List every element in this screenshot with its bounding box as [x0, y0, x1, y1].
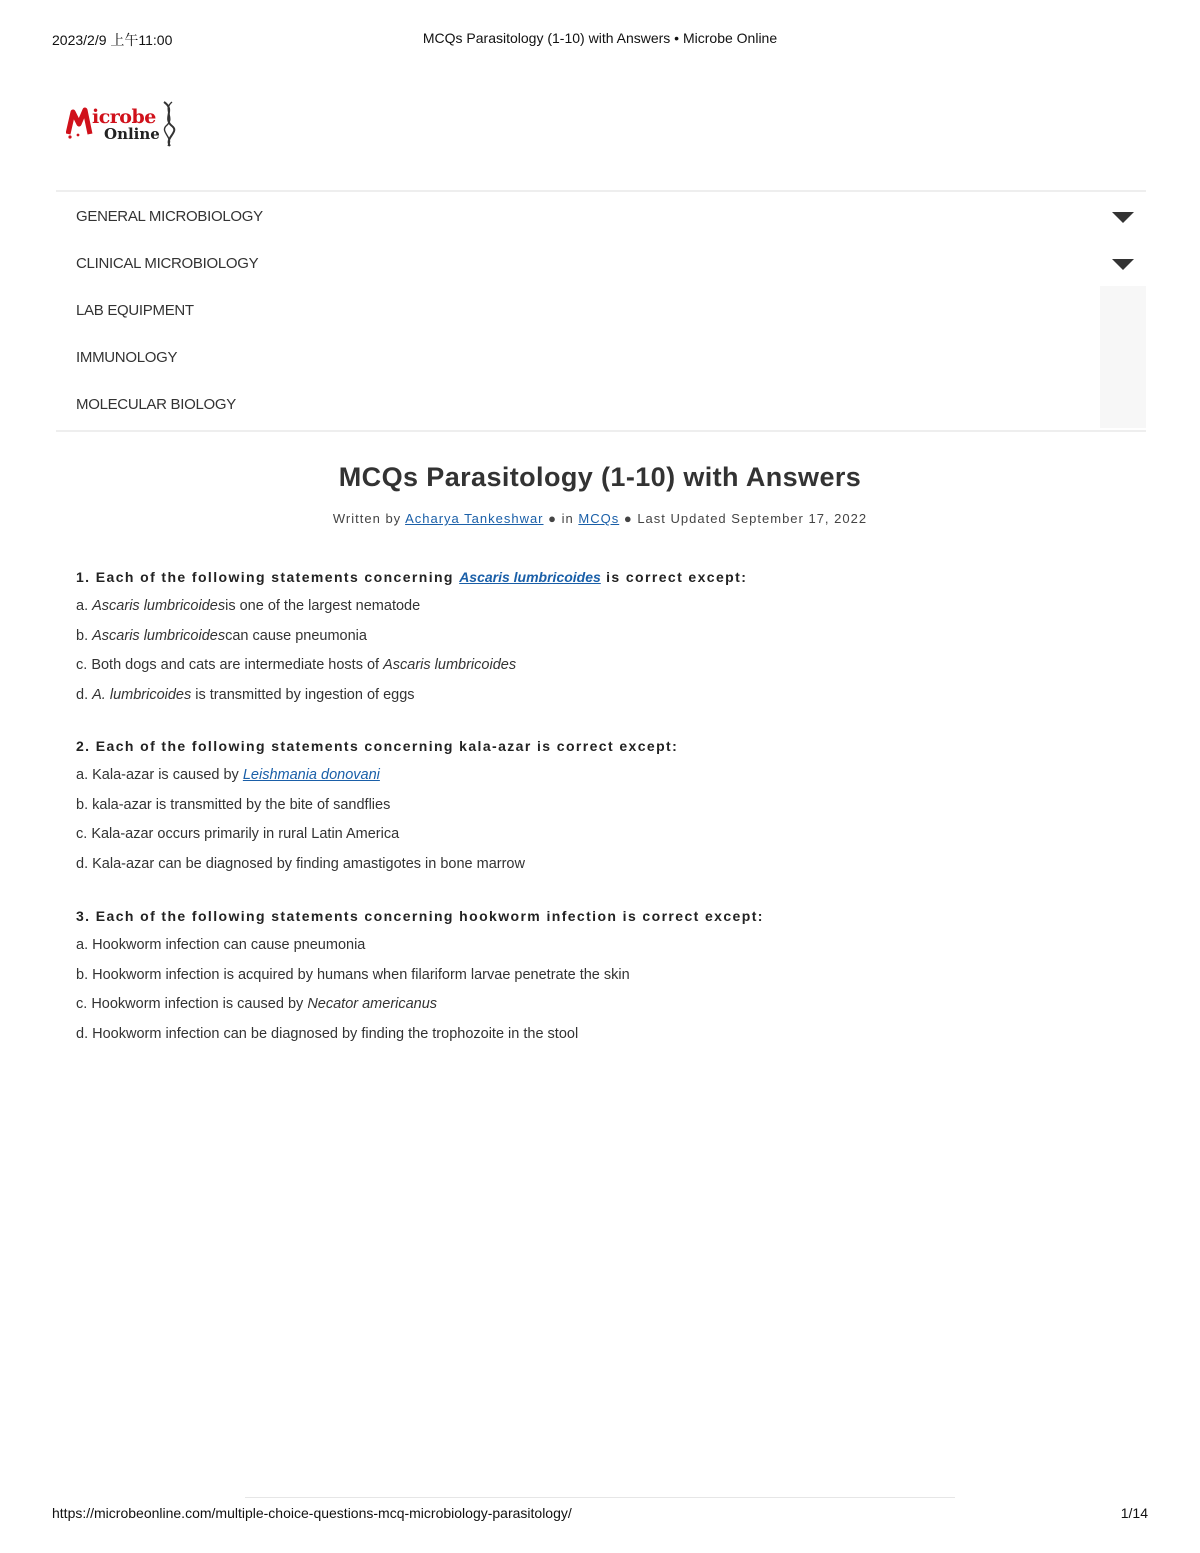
nav-item-general-microbiology[interactable]: GENERAL MICROBIOLOGY: [76, 208, 263, 225]
print-header: [52, 30, 1148, 50]
question-text: 2. Each of the following statements concerning kala-azar is correct except:: [76, 738, 679, 754]
leishmania-link[interactable]: Leishmania donovani: [242, 767, 380, 783]
byline-in: in: [561, 511, 574, 526]
logo-m-icon: [66, 104, 94, 140]
question-2: [76, 735, 1136, 883]
page-counter: 1/14: [1120, 1505, 1148, 1521]
page-title: MCQs Parasitology (1-10) with Answers: [338, 462, 862, 492]
option-b: b. Hookworm infection is acquired by humans when filariform larvae penetrate the skin: [76, 966, 630, 983]
author-link[interactable]: Acharya Tankeshwar: [405, 511, 544, 526]
option-b: b. kala-azar is transmitted by the bite of sandflies: [76, 796, 391, 813]
option-d: d. A. lumbricoides is transmitted by ingestion of eggs: [76, 686, 415, 703]
logo-word-online: Online: [104, 125, 160, 143]
bullet-separator-icon: ●: [623, 511, 633, 526]
nav-item-molecular-biology[interactable]: MOLECULAR BIOLOGY: [76, 396, 236, 413]
nav-item-clinical-microbiology[interactable]: CLINICAL MICROBIOLOGY: [76, 255, 259, 272]
bullet-separator-icon: ●: [548, 511, 557, 526]
footer-divider: [245, 1497, 955, 1498]
logo-word-microbe: icrobe: [92, 106, 156, 128]
last-updated: Last Updated September 17, 2022: [637, 511, 868, 526]
print-doc-title: MCQs Parasitology (1-10) with Answers • Microbe Online: [422, 30, 778, 46]
question-text: 3. Each of the following statements concerning hookworm infection is correct except:: [76, 908, 764, 924]
nav-side-panel: [1100, 286, 1146, 428]
option-a: a. Ascaris lumbricoidesis one of the largest nematode: [76, 598, 421, 614]
byline: [0, 511, 1200, 526]
option-b: b. Ascaris lumbricoidescan cause pneumonia: [76, 627, 367, 644]
option-c: c. Hookworm infection is caused by Necator americanus: [76, 996, 438, 1013]
site-logo[interactable]: [66, 100, 186, 148]
category-link[interactable]: MCQs: [578, 511, 620, 526]
print-date: 2023/2/9 上午11:00: [52, 32, 173, 48]
ascaris-link[interactable]: Ascaris lumbricoides: [459, 569, 601, 585]
caret-down-icon[interactable]: [1112, 259, 1134, 270]
question-1: [76, 566, 1136, 714]
main-nav: [56, 190, 1146, 432]
nav-item-lab-equipment[interactable]: LAB EQUIPMENT: [76, 302, 194, 319]
option-a: a. Kala-azar is caused by Leishmania donovani: [76, 767, 380, 783]
byline-written-by: Written by: [332, 511, 402, 526]
nav-item-immunology[interactable]: IMMUNOLOGY: [76, 349, 178, 366]
question-text: 1. Each of the following statements concerning Ascaris lumbricoides is correct except:: [76, 569, 748, 585]
dna-helix-icon: [158, 100, 180, 148]
option-d: d. Hookworm infection can be diagnosed by finding the trophozoite in the stool: [76, 1025, 579, 1042]
option-d: d. Kala-azar can be diagnosed by finding amastigotes in bone marrow: [76, 855, 525, 872]
question-3: [76, 905, 1136, 1053]
print-url: https://microbeonline.com/multiple-choice-questions-mcq-microbiology-parasitology/: [52, 1505, 572, 1521]
print-footer: [52, 1505, 1148, 1525]
caret-down-icon[interactable]: [1112, 212, 1134, 223]
option-c: c. Kala-azar occurs primarily in rural Latin America: [76, 826, 400, 843]
option-c: c. Both dogs and cats are intermediate hosts of Ascaris lumbricoides: [76, 657, 517, 674]
option-a: a. Hookworm infection can cause pneumonia: [76, 937, 366, 953]
